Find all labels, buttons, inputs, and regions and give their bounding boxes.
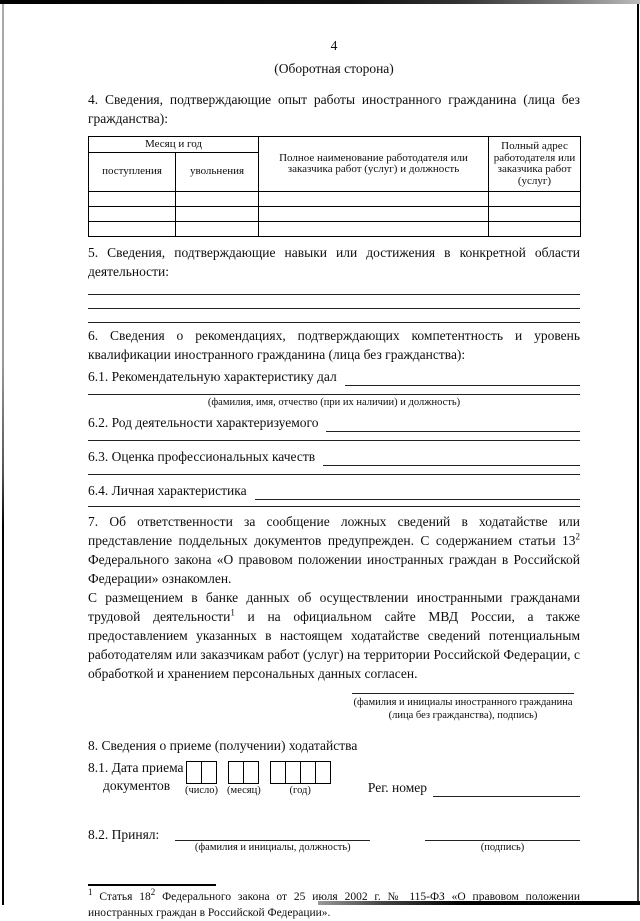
footnote-separator bbox=[88, 884, 216, 886]
fill-line bbox=[175, 825, 370, 841]
table-empty-cell bbox=[259, 207, 489, 222]
footnote-text bbox=[88, 889, 580, 921]
date-digit-cell bbox=[186, 761, 202, 784]
field-6-1-caption: (фамилия, имя, отчество (при их наличии) и должность) bbox=[207, 397, 461, 408]
footnote-text-part: Федерального закона от 25 июля 2002 г. № 115-ФЗ «О правовом положении иностранных граждан в Российской Федерации». bbox=[88, 891, 580, 919]
month-cells bbox=[228, 761, 259, 784]
fill-line bbox=[88, 386, 580, 395]
day-cells bbox=[186, 761, 217, 784]
field-8-1-label bbox=[88, 759, 185, 797]
footnote-marker: 1 bbox=[88, 887, 93, 898]
field-8-2 bbox=[88, 825, 580, 854]
receiver-signature-field bbox=[425, 825, 580, 854]
fill-line bbox=[326, 415, 580, 432]
fill-line bbox=[255, 483, 580, 500]
section-4-title: 4. Сведения, подтверждающие опыт работы иностранного гражданина (лица без гражданства): bbox=[88, 92, 580, 126]
table-empty-cell bbox=[176, 207, 259, 222]
table-empty-cell bbox=[89, 192, 176, 207]
section-7-p2-text: и на официальном сайте МВД России, а также предоставлением указанных в настоящем ходатайстве сведений потенциальным работодателям или заказчикам работ (услуг) на территории Российской Федерации, с обработкой и хранением персональных данных согласен. bbox=[88, 609, 580, 681]
field-8-2-label: 8.2. Принял: bbox=[88, 827, 160, 842]
field-6-3 bbox=[88, 447, 580, 466]
signature-caption: (лица без гражданства), подпись) bbox=[388, 710, 538, 721]
month-caption: (месяц) bbox=[227, 785, 261, 796]
work-experience-table bbox=[88, 136, 581, 237]
receiver-signature-caption: (подпись) bbox=[480, 842, 525, 853]
table-empty-cell bbox=[176, 222, 259, 237]
date-digit-cell bbox=[201, 761, 217, 784]
footnote-text-part: Статья 18 bbox=[92, 891, 151, 903]
date-group-year bbox=[270, 761, 331, 797]
section-7-p2-text: С размещением в банке данных об осуществлении иностранными гражданами трудовой деятельности bbox=[88, 590, 580, 624]
date-digit-cell bbox=[228, 761, 244, 784]
page-side-note: (Оборотная сторона) bbox=[274, 61, 394, 76]
section-6-title: 6. Сведения о рекомендациях, подтверждающих компетентность и уровень квалификации иностранного гражданина (лица без гражданства): bbox=[88, 328, 580, 362]
date-group-day bbox=[185, 761, 218, 797]
fill-line bbox=[88, 500, 580, 507]
superscript: 2 bbox=[575, 531, 580, 542]
fill-line bbox=[425, 825, 580, 841]
field-6-2-label: 6.2. Род деятельности характеризуемого bbox=[88, 415, 319, 430]
table-row bbox=[89, 222, 581, 237]
page-number: 4 bbox=[330, 38, 338, 53]
date-digit-cell bbox=[243, 761, 259, 784]
date-digit-cell bbox=[270, 761, 286, 784]
fill-line bbox=[323, 449, 580, 466]
date-digit-cell bbox=[315, 761, 331, 784]
col-header-month-year: Месяц и год bbox=[89, 137, 259, 153]
scan-edge-left bbox=[2, 4, 4, 905]
table-empty-cell bbox=[89, 222, 176, 237]
fill-line bbox=[88, 281, 580, 295]
applicant-signature-line bbox=[352, 693, 574, 722]
superscript: 2 bbox=[150, 887, 156, 898]
section-5-title: 5. Сведения, подтверждающие навыки или достижения в конкретной области деятельности: bbox=[88, 245, 580, 279]
table-empty-cell bbox=[489, 222, 581, 237]
section-7-p1-text: Федерального закона «О правовом положении иностранных граждан в Российской Федерации» ознакомлен. bbox=[88, 552, 580, 586]
fill-line bbox=[88, 309, 580, 323]
col-header-hire-date: поступления bbox=[89, 153, 176, 192]
table-row bbox=[89, 207, 581, 222]
document-page bbox=[88, 36, 580, 921]
footnote bbox=[88, 884, 580, 921]
scan-edge-top bbox=[0, 0, 640, 4]
year-caption: (год) bbox=[289, 785, 311, 796]
table-empty-cell bbox=[89, 207, 176, 222]
receiver-name-field bbox=[175, 825, 370, 854]
table-empty-cell bbox=[489, 192, 581, 207]
table-empty-cell bbox=[259, 222, 489, 237]
field-6-1 bbox=[88, 367, 580, 386]
date-digit-cell bbox=[285, 761, 301, 784]
section-8-title: 8. Сведения о приеме (получении) ходатайства bbox=[88, 738, 358, 753]
field-8-1 bbox=[88, 759, 580, 797]
fill-line bbox=[88, 432, 580, 441]
registration-number-field bbox=[368, 759, 580, 797]
reg-number-label: Рег. номер bbox=[367, 780, 427, 795]
year-cells bbox=[270, 761, 331, 784]
date-group-month bbox=[227, 761, 261, 797]
fill-line bbox=[345, 369, 580, 386]
col-header-employer: Полное наименование работодателя или заказчика работ (услуг) и должность bbox=[259, 137, 489, 192]
table-empty-cell bbox=[489, 207, 581, 222]
field-6-1-label: 6.1. Рекомендательную характеристику дал bbox=[88, 369, 337, 384]
col-header-address: Полный адрес работодателя или заказчика работ (услуг) bbox=[489, 137, 581, 192]
table-header-row bbox=[89, 137, 581, 153]
col-header-dismissal-date: увольнения bbox=[176, 153, 259, 192]
table-empty-cell bbox=[176, 192, 259, 207]
section-7-paragraph-1 bbox=[88, 512, 580, 588]
fill-line bbox=[88, 466, 580, 475]
scan-edge-right bbox=[637, 4, 639, 905]
field-8-1-label-line1: 8.1. Дата приема bbox=[88, 760, 184, 775]
field-6-4 bbox=[88, 481, 580, 500]
field-6-3-label: 6.3. Оценка профессиональных качеств bbox=[88, 449, 316, 464]
fill-line bbox=[433, 780, 580, 797]
date-boxes bbox=[185, 761, 331, 797]
footnote-marker: 1 bbox=[230, 607, 235, 618]
field-6-4-label: 6.4. Личная характеристика bbox=[88, 483, 247, 498]
field-6-2 bbox=[88, 413, 580, 432]
receiver-name-caption: (фамилия и инициалы, должность) bbox=[194, 842, 351, 853]
fill-line bbox=[88, 295, 580, 309]
field-8-1-label-line2: документов bbox=[103, 778, 171, 793]
section-7-p1-text: 7. Об ответственности за сообщение ложных сведений в ходатайстве или представление поддельных документов предупрежден. С содержанием статьи 13 bbox=[88, 514, 580, 548]
day-caption: (число) bbox=[185, 785, 219, 796]
date-digit-cell bbox=[300, 761, 316, 784]
signature-caption: (фамилия и инициалы иностранного гражданина bbox=[353, 697, 573, 708]
section-7-paragraph-2 bbox=[88, 588, 580, 683]
table-empty-cell bbox=[259, 192, 489, 207]
table-row bbox=[89, 192, 581, 207]
